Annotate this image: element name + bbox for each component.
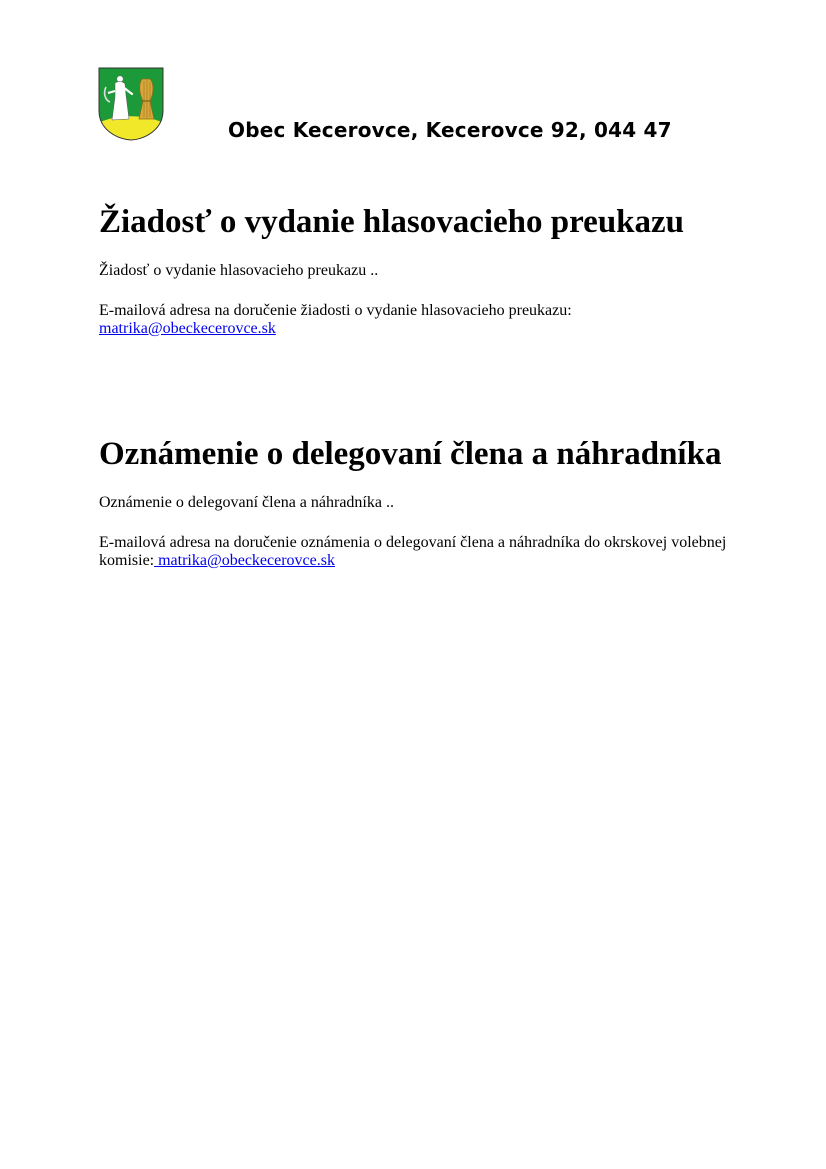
section-email-text bbox=[99, 534, 739, 570]
section-title: Oznámenie o delegovaní člena a náhradníka bbox=[99, 436, 722, 472]
organization-address: Obec Kecerovce, Kecerovce 92, 044 47 bbox=[228, 118, 672, 142]
email-instruction: E-mailová adresa na doručenie oznámenia o delegovaní člena a náhradníka do okrskovej volebnej komisie: bbox=[99, 534, 727, 569]
section-title: Žiadosť o vydanie hlasovacieho preukazu bbox=[99, 204, 685, 240]
email-link[interactable]: matrika@obeckecerovce.sk bbox=[99, 320, 276, 337]
coat-of-arms-icon bbox=[98, 67, 164, 141]
section-intro: Oznámenie o delegovaní člena a náhradníka .. bbox=[99, 494, 394, 511]
email-instruction: E-mailová adresa na doručenie žiadosti o vydanie hlasovacieho preukazu: bbox=[99, 302, 572, 319]
section-voting-card-request bbox=[99, 202, 739, 338]
email-link[interactable]: matrika@obeckecerovce.sk bbox=[154, 552, 335, 569]
section-email-text bbox=[99, 302, 739, 338]
section-intro: Žiadosť o vydanie hlasovacieho preukazu .. bbox=[99, 262, 379, 279]
section-member-delegation bbox=[99, 434, 739, 570]
